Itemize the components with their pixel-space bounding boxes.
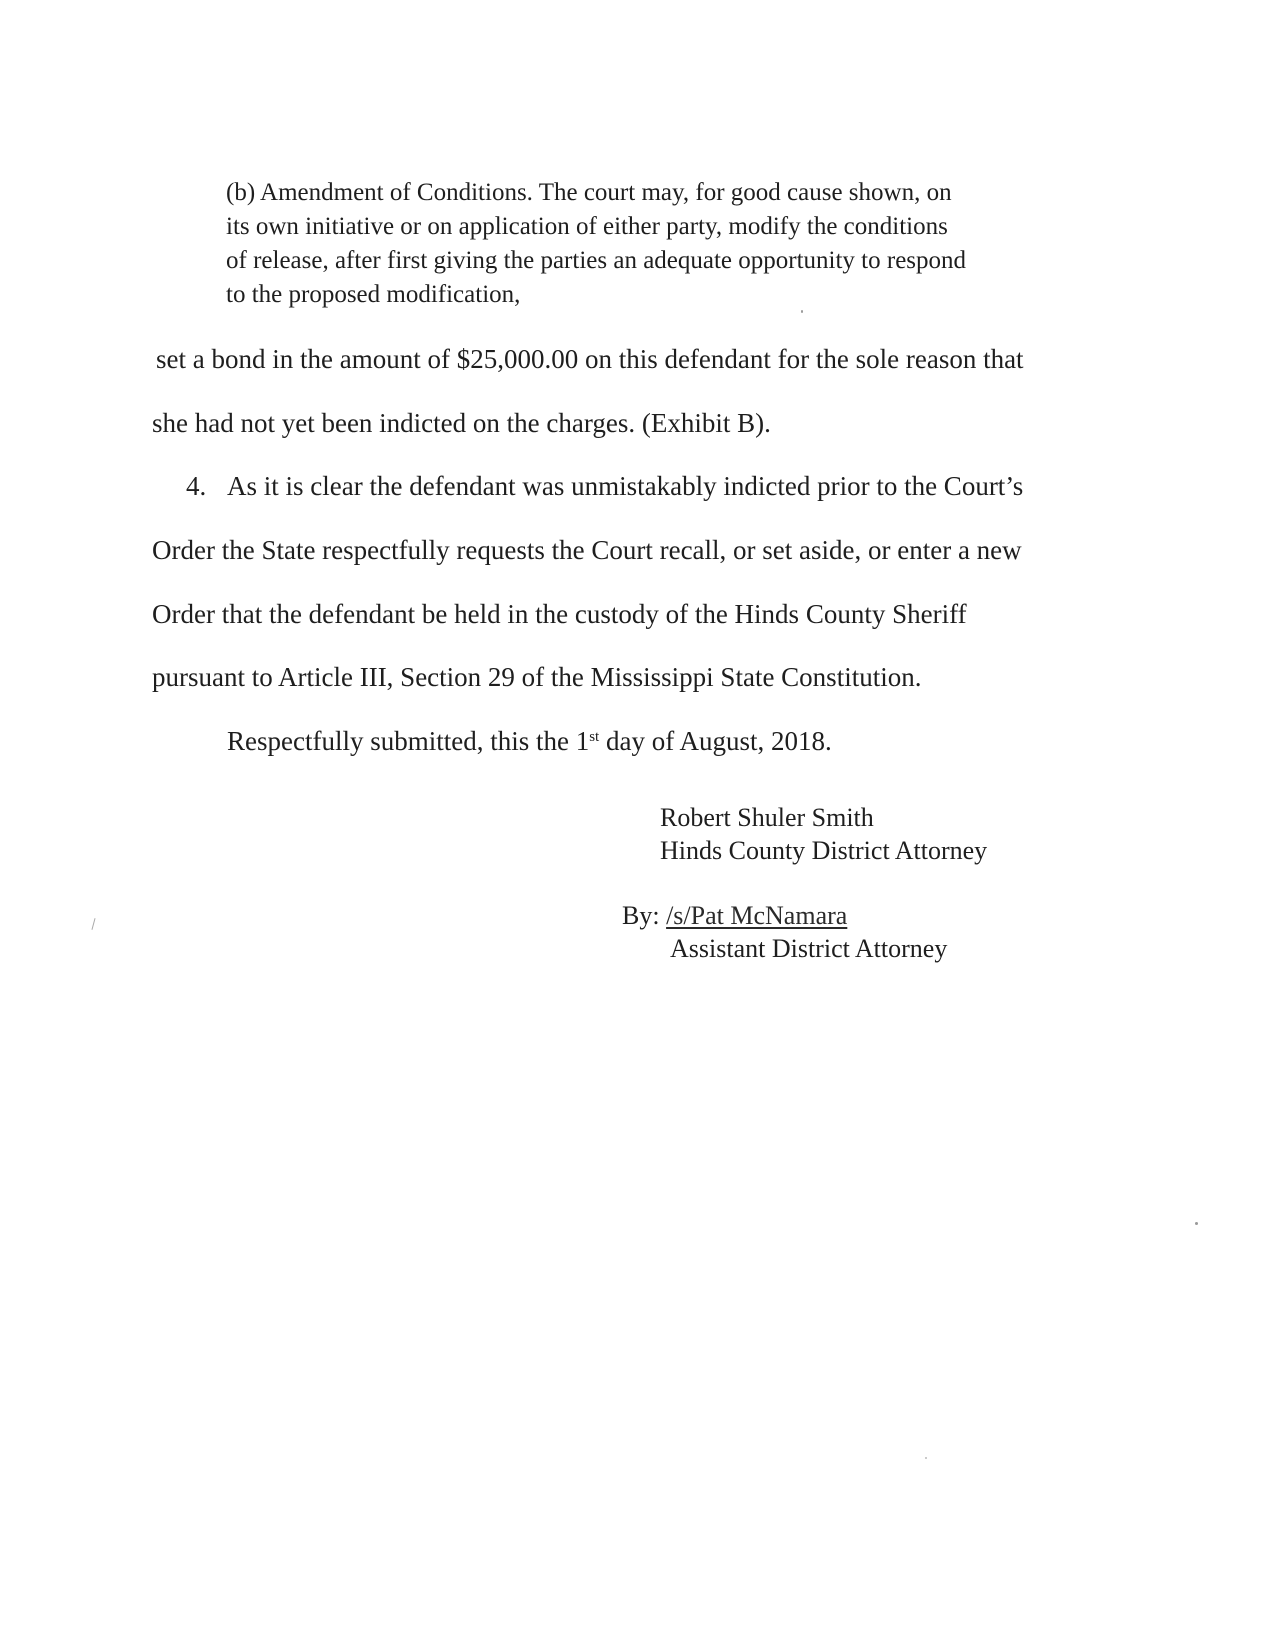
paragraph-4-line-4: pursuant to Article III, Section 29 of the Mississippi State Constitution. — [152, 662, 922, 692]
by-label: By: — [622, 901, 660, 930]
signed-by-line — [622, 900, 847, 932]
electronic-signature: /s/Pat McNamara — [666, 901, 848, 930]
paragraph-4-number: 4. — [186, 471, 207, 501]
scan-mark — [91, 918, 95, 930]
signatory-name: Robert Shuler Smith — [660, 803, 874, 832]
scan-speck — [801, 310, 803, 313]
signatory-title: Hinds County District Attorney — [660, 836, 988, 865]
paragraph-4-line-2: Order the State respectfully requests the Court recall, or set aside, or enter a new — [152, 535, 1022, 565]
scan-speck — [1195, 1222, 1198, 1225]
signer-title: Assistant District Attorney — [670, 934, 948, 963]
quote-line-2: its own initiative or on application of either party, modify the conditions — [226, 213, 948, 240]
paragraph-4-line-1: As it is clear the defendant was unmistakably indicted prior to the Court’s — [227, 471, 1024, 501]
paragraph-3-line-1: set a bond in the amount of $25,000.00 on this defendant for the sole reason that — [156, 344, 1024, 374]
quote-line-4: to the proposed modification, — [226, 281, 521, 308]
closing-statement — [227, 725, 832, 757]
paragraph-4-line-3: Order that the defendant be held in the custody of the Hinds County Sheriff — [152, 599, 967, 629]
quote-line-3: of release, after first giving the parties an adequate opportunity to respond — [226, 247, 967, 274]
scan-speck — [925, 1457, 927, 1459]
quote-line-1: (b) Amendment of Conditions. The court may, for good cause shown, on — [226, 179, 952, 206]
closing-prefix: Respectfully submitted, this the 1 — [227, 726, 590, 756]
ordinal-suffix: st — [589, 729, 600, 745]
closing-suffix: day of August, 2018. — [599, 726, 832, 756]
paragraph-3-line-2: she had not yet been indicted on the charges. (Exhibit B). — [152, 408, 771, 438]
